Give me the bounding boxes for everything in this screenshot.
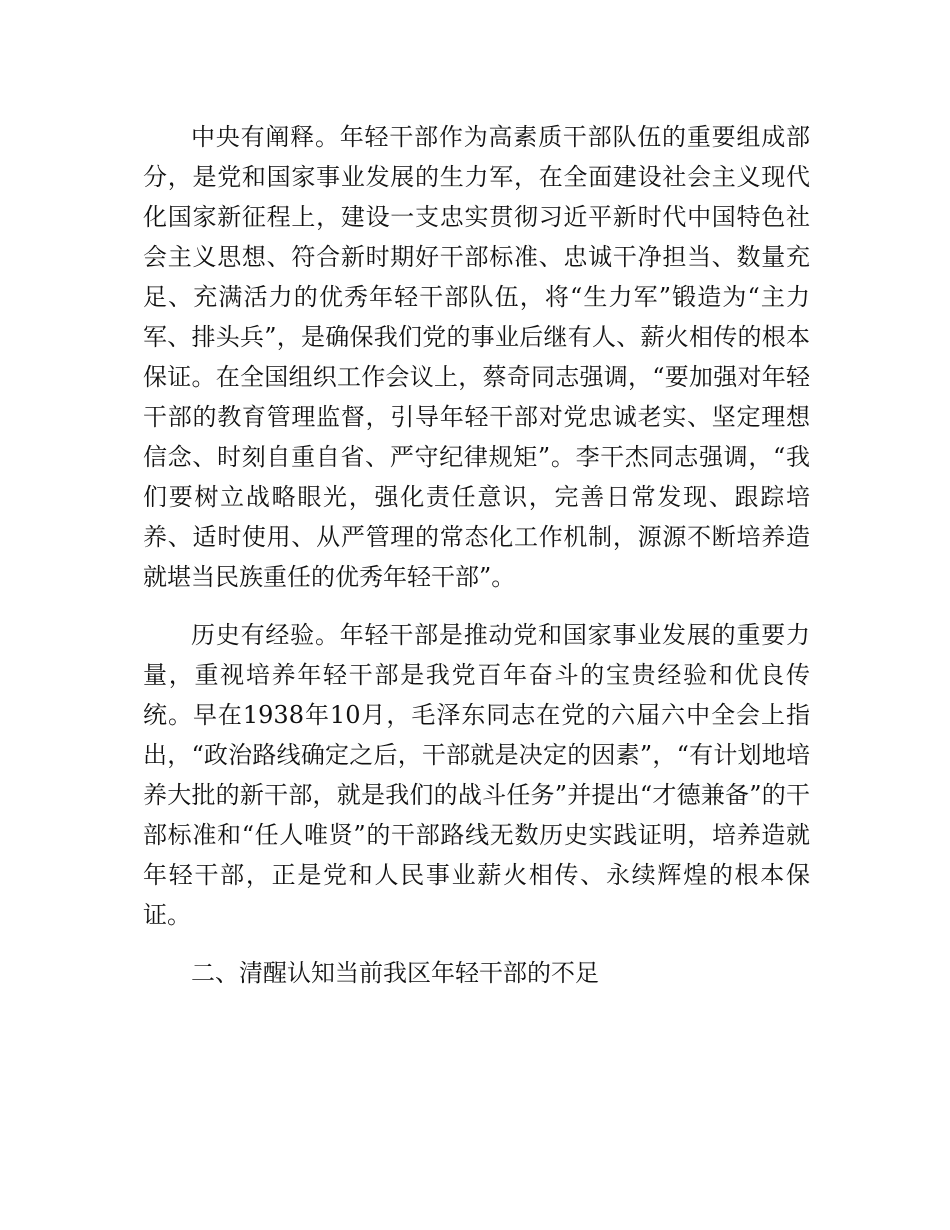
paragraph-central-interpretation: 中央有阐释。年轻干部作为高素质干部队伍的重要组成部分，是党和国家事业发展的生力军，在全面建设社会主义现代化国家新征程上，建设一支忠实贯彻习近平新时代中国特色社会主义思想、符合新时期好干部标准、忠诚干净担当、数量充足、充满活力的优秀年轻干部队伍，将“生力军”锻造为“主力军、排头兵”，是确保我们党的事业后继有人、薪火相传的根本保证。在全国组织工作会议上，蔡奇同志强调，“要加强对年轻干部的教育管理监督，引导年轻干部对党忠诚老实、坚定理想信念、时刻自重自省、严守纪律规矩”。李干杰同志强调，“我们要树立战略眼光，强化责任意识，完善日常发现、跟踪培养、适时使用、从严管理的常态化工作机制，源源不断培养造就堪当民族重任的优秀年轻干部”。: [143, 123, 810, 591]
section-heading: 二、清醒认知当前我区年轻干部的不足: [191, 959, 599, 987]
document-body: [143, 117, 810, 993]
paragraph-historical-experience: 历史有经验。年轻干部是推动党和国家事业发展的重要力量，重视培养年轻干部是我党百年奋斗的宝贵经验和优良传统。早在1938年10月，毛泽东同志在党的六届六中全会上指出，“政治路线确定之后，干部就是决定的因素”，“有计划地培养大批的新干部，就是我们的战斗任务”并提出“才德兼备”的干部标准和“任人唯贤”的干部路线无数历史实践证明，培养造就年轻干部，正是党和人民事业薪火相传、永续辉煌的根本保证。: [143, 621, 810, 929]
